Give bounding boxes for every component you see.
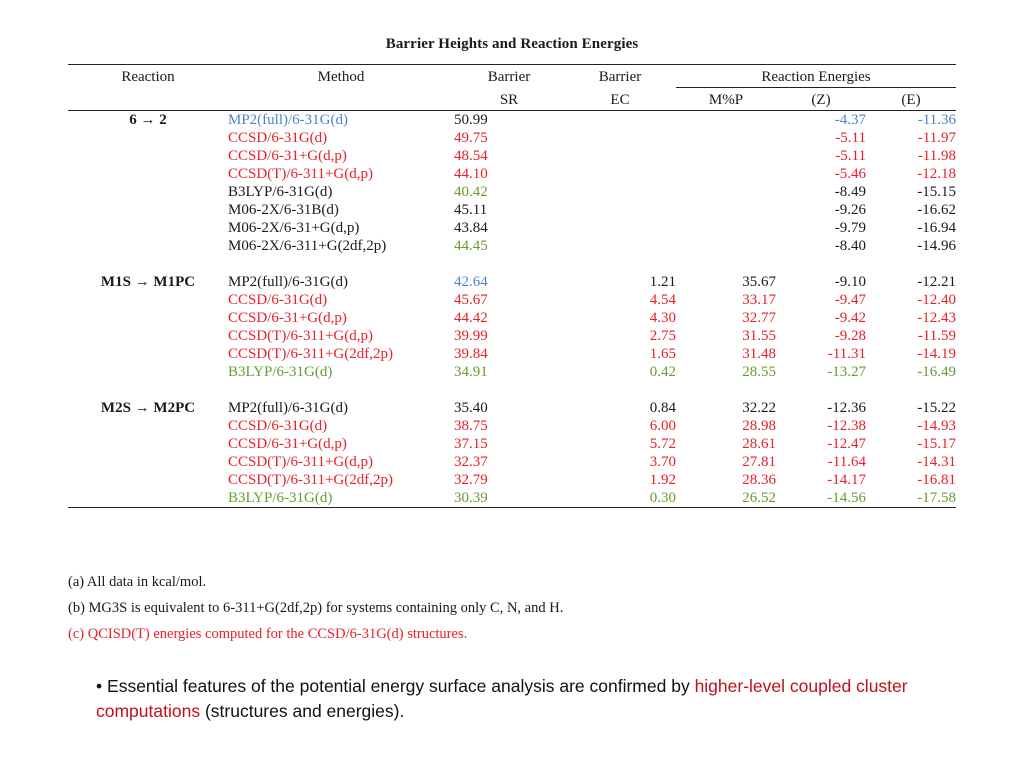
table-row xyxy=(68,219,956,237)
mp-cell: 31.55 xyxy=(742,328,776,344)
sr-cell: 43.84 xyxy=(454,220,488,236)
header-sr: SR xyxy=(454,88,564,111)
sr-cell: 44.45 xyxy=(454,238,488,254)
e-cell: -14.93 xyxy=(917,418,956,434)
e-cell: -15.15 xyxy=(917,184,956,200)
reaction-cell xyxy=(68,435,228,453)
reaction-cell xyxy=(68,345,228,363)
ec-cell: 3.70 xyxy=(649,454,676,470)
z-cell: -12.38 xyxy=(827,418,866,434)
reaction-cell xyxy=(68,129,228,147)
sr-cell: 40.42 xyxy=(454,184,488,200)
mp-cell xyxy=(676,165,776,183)
e-cell: -11.97 xyxy=(917,130,956,146)
z-cell: -4.37 xyxy=(834,112,866,128)
mp-cell xyxy=(676,201,776,219)
ec-cell xyxy=(564,237,676,255)
method-cell: MP2(full)/6-31G(d) xyxy=(228,274,348,290)
sr-cell: 48.54 xyxy=(454,148,488,164)
reaction-cell xyxy=(68,309,228,327)
table-row xyxy=(68,453,956,471)
reaction-cell xyxy=(68,237,228,255)
z-cell: -5.46 xyxy=(834,166,866,182)
mp-cell: 26.52 xyxy=(676,489,776,508)
z-cell: -13.27 xyxy=(827,364,866,380)
z-cell: -5.11 xyxy=(835,130,866,146)
e-cell: -16.62 xyxy=(917,202,956,218)
method-cell: CCSD(T)/6-311+G(d,p) xyxy=(228,166,373,182)
ec-cell: 1.21 xyxy=(649,274,676,290)
method-cell: CCSD/6-31+G(d,p) xyxy=(228,148,347,164)
reaction-cell xyxy=(68,291,228,309)
table-row xyxy=(68,489,956,508)
e-cell: -11.98 xyxy=(917,148,956,164)
sr-cell: 44.10 xyxy=(454,166,488,182)
method-cell: CCSD/6-31G(d) xyxy=(228,292,328,308)
table-row xyxy=(68,309,956,327)
sr-cell: 32.79 xyxy=(454,472,488,488)
z-cell: -5.11 xyxy=(835,148,866,164)
bullet-text: Essential features of the potential energy surface analysis are confirmed by xyxy=(107,676,695,696)
sr-cell: 39.99 xyxy=(454,328,488,344)
header-blank-method xyxy=(228,88,454,111)
reaction-cell xyxy=(68,201,228,219)
reaction-cell xyxy=(68,471,228,489)
table-body xyxy=(68,111,956,508)
sr-cell: 49.75 xyxy=(454,130,488,146)
z-cell: -9.10 xyxy=(834,274,866,290)
sr-cell: 38.75 xyxy=(454,418,488,434)
header-barrier-sr: Barrier xyxy=(454,65,564,88)
sr-cell: 37.15 xyxy=(454,436,488,452)
ec-cell xyxy=(564,111,676,130)
mp-cell: 28.61 xyxy=(742,436,776,452)
sr-cell: 42.64 xyxy=(454,274,488,290)
mp-cell: 28.98 xyxy=(742,418,776,434)
ec-cell: 1.92 xyxy=(649,472,676,488)
table-row xyxy=(68,471,956,489)
reaction-cell xyxy=(68,165,228,183)
method-cell: MP2(full)/6-31G(d) xyxy=(228,112,348,128)
ec-cell xyxy=(564,147,676,165)
sr-cell: 30.39 xyxy=(454,489,564,508)
table-row xyxy=(68,201,956,219)
method-cell: M06-2X/6-311+G(2df,2p) xyxy=(228,238,387,254)
table-row xyxy=(68,183,956,201)
z-cell: -12.47 xyxy=(827,436,866,452)
z-cell: -8.40 xyxy=(834,238,866,254)
table-row xyxy=(68,147,956,165)
e-cell: -11.36 xyxy=(917,112,956,128)
z-cell: -9.79 xyxy=(834,220,866,236)
z-cell: -9.47 xyxy=(834,292,866,308)
ec-cell: 1.65 xyxy=(649,346,676,362)
e-cell: -16.81 xyxy=(917,472,956,488)
z-cell: -14.17 xyxy=(827,472,866,488)
sr-cell: 45.67 xyxy=(454,292,488,308)
ec-cell xyxy=(564,165,676,183)
method-cell: CCSD(T)/6-311+G(d,p) xyxy=(228,328,373,344)
reaction-cell: M2S → M2PC xyxy=(100,400,196,416)
table-title: Barrier Heights and Reaction Energies xyxy=(385,36,639,52)
e-cell: -14.31 xyxy=(917,454,956,470)
footnote-a: (a) All data in kcal/mol. xyxy=(68,574,207,590)
header-e: (E) xyxy=(866,88,956,111)
summary-bullet xyxy=(96,674,936,724)
group-spacer xyxy=(68,255,956,273)
reaction-cell xyxy=(68,183,228,201)
mp-cell: 32.22 xyxy=(742,400,776,416)
header-method: Method xyxy=(228,65,454,88)
e-cell: -17.58 xyxy=(866,489,956,508)
group-spacer xyxy=(68,381,956,399)
header-blank-reaction xyxy=(68,88,228,111)
ec-cell: 2.75 xyxy=(649,328,676,344)
table-row xyxy=(68,345,956,363)
reaction-cell xyxy=(68,453,228,471)
method-cell: CCSD/6-31+G(d,p) xyxy=(228,310,347,326)
method-cell: MP2(full)/6-31G(d) xyxy=(228,400,348,416)
bullet-highlight: higher-level coupled cluster computations xyxy=(96,676,908,721)
footnotes xyxy=(68,569,563,647)
table-row xyxy=(68,435,956,453)
reaction-cell: 6 → 2 xyxy=(129,112,167,128)
reaction-cell xyxy=(68,363,228,381)
method-cell: B3LYP/6-31G(d) xyxy=(228,364,333,380)
ec-cell xyxy=(564,129,676,147)
sr-cell: 44.42 xyxy=(454,310,488,326)
e-cell: -16.49 xyxy=(917,364,956,380)
table-row xyxy=(68,417,956,435)
ec-cell xyxy=(564,201,676,219)
e-cell: -14.96 xyxy=(917,238,956,254)
mp-cell xyxy=(676,237,776,255)
e-cell: -15.17 xyxy=(917,436,956,452)
sr-cell: 34.91 xyxy=(454,364,488,380)
table-row xyxy=(68,165,956,183)
header-z: (Z) xyxy=(776,88,866,111)
method-cell: CCSD(T)/6-311+G(d,p) xyxy=(228,454,373,470)
z-cell: -12.36 xyxy=(827,400,866,416)
method-cell: M06-2X/6-31B(d) xyxy=(228,202,339,218)
e-cell: -12.21 xyxy=(917,274,956,290)
z-cell: -14.56 xyxy=(776,489,866,508)
table-row xyxy=(68,273,956,291)
z-cell: -9.26 xyxy=(834,202,866,218)
mp-cell: 28.55 xyxy=(742,364,776,380)
footnote-b: (b) MG3S is equivalent to 6-311+G(2df,2p) for systems containing only C, N, and H. xyxy=(68,600,564,616)
reaction-cell xyxy=(68,327,228,345)
z-cell: -8.49 xyxy=(834,184,866,200)
ec-cell xyxy=(564,219,676,237)
header-reaction-energies: Reaction Energies xyxy=(676,65,956,88)
method-cell: B3LYP/6-31G(d) xyxy=(228,489,454,508)
table-row xyxy=(68,111,956,130)
mp-cell: 31.48 xyxy=(742,346,776,362)
e-cell: -15.22 xyxy=(917,400,956,416)
mp-cell xyxy=(676,147,776,165)
method-cell: CCSD/6-31G(d) xyxy=(228,418,328,434)
footnote-c: (c) QCISD(T) energies computed for the CCSD/6-31G(d) structures. xyxy=(68,626,468,642)
reaction-cell xyxy=(68,147,228,165)
method-cell: CCSD/6-31G(d) xyxy=(228,130,328,146)
e-cell: -16.94 xyxy=(917,220,956,236)
ec-cell: 6.00 xyxy=(649,418,676,434)
method-cell: CCSD(T)/6-311+G(2df,2p) xyxy=(228,346,393,362)
mp-cell xyxy=(676,183,776,201)
header-ec: EC xyxy=(564,88,676,111)
sr-cell: 32.37 xyxy=(454,454,488,470)
e-cell: -12.40 xyxy=(917,292,956,308)
method-cell: CCSD/6-31+G(d,p) xyxy=(228,436,347,452)
reaction-cell: M1S → M1PC xyxy=(100,274,196,290)
ec-cell: 4.30 xyxy=(649,310,676,326)
header-reaction: Reaction xyxy=(68,65,228,88)
mp-cell: 28.36 xyxy=(742,472,776,488)
ec-cell: 5.72 xyxy=(649,436,676,452)
method-cell: B3LYP/6-31G(d) xyxy=(228,184,333,200)
barrier-energy-table xyxy=(68,64,956,508)
z-cell: -9.42 xyxy=(834,310,866,326)
z-cell: -9.28 xyxy=(834,328,866,344)
e-cell: -11.59 xyxy=(917,328,956,344)
ec-cell: 0.84 xyxy=(649,400,676,416)
ec-cell: 0.42 xyxy=(649,364,676,380)
table-row xyxy=(68,129,956,147)
reaction-cell xyxy=(68,417,228,435)
mp-cell: 32.77 xyxy=(742,310,776,326)
mp-cell xyxy=(676,219,776,237)
sr-cell: 39.84 xyxy=(454,346,488,362)
sr-cell: 35.40 xyxy=(454,400,488,416)
e-cell: -12.43 xyxy=(917,310,956,326)
method-cell: M06-2X/6-31+G(d,p) xyxy=(228,220,360,236)
mp-cell xyxy=(676,129,776,147)
z-cell: -11.31 xyxy=(827,346,866,362)
table-row xyxy=(68,327,956,345)
reaction-cell xyxy=(68,489,228,508)
ec-cell: 4.54 xyxy=(649,292,676,308)
ec-cell xyxy=(564,183,676,201)
table-row xyxy=(68,399,956,417)
mp-cell: 27.81 xyxy=(742,454,776,470)
bullet-text-end: (structures and energies). xyxy=(200,701,405,721)
mp-cell: 35.67 xyxy=(742,274,776,290)
sr-cell: 45.11 xyxy=(454,202,488,218)
e-cell: -14.19 xyxy=(917,346,956,362)
bullet-marker: • xyxy=(96,676,103,696)
ec-cell: 0.30 xyxy=(564,489,676,508)
table-row xyxy=(68,363,956,381)
table-row xyxy=(68,237,956,255)
mp-cell: 33.17 xyxy=(742,292,776,308)
reaction-cell xyxy=(68,219,228,237)
sr-cell: 50.99 xyxy=(454,112,488,128)
method-cell: CCSD(T)/6-311+G(2df,2p) xyxy=(228,472,393,488)
header-barrier-ec: Barrier xyxy=(564,65,676,88)
z-cell: -11.64 xyxy=(827,454,866,470)
e-cell: -12.18 xyxy=(917,166,956,182)
mp-cell xyxy=(676,111,776,130)
table-row xyxy=(68,291,956,309)
header-mp: M%P xyxy=(676,88,776,111)
